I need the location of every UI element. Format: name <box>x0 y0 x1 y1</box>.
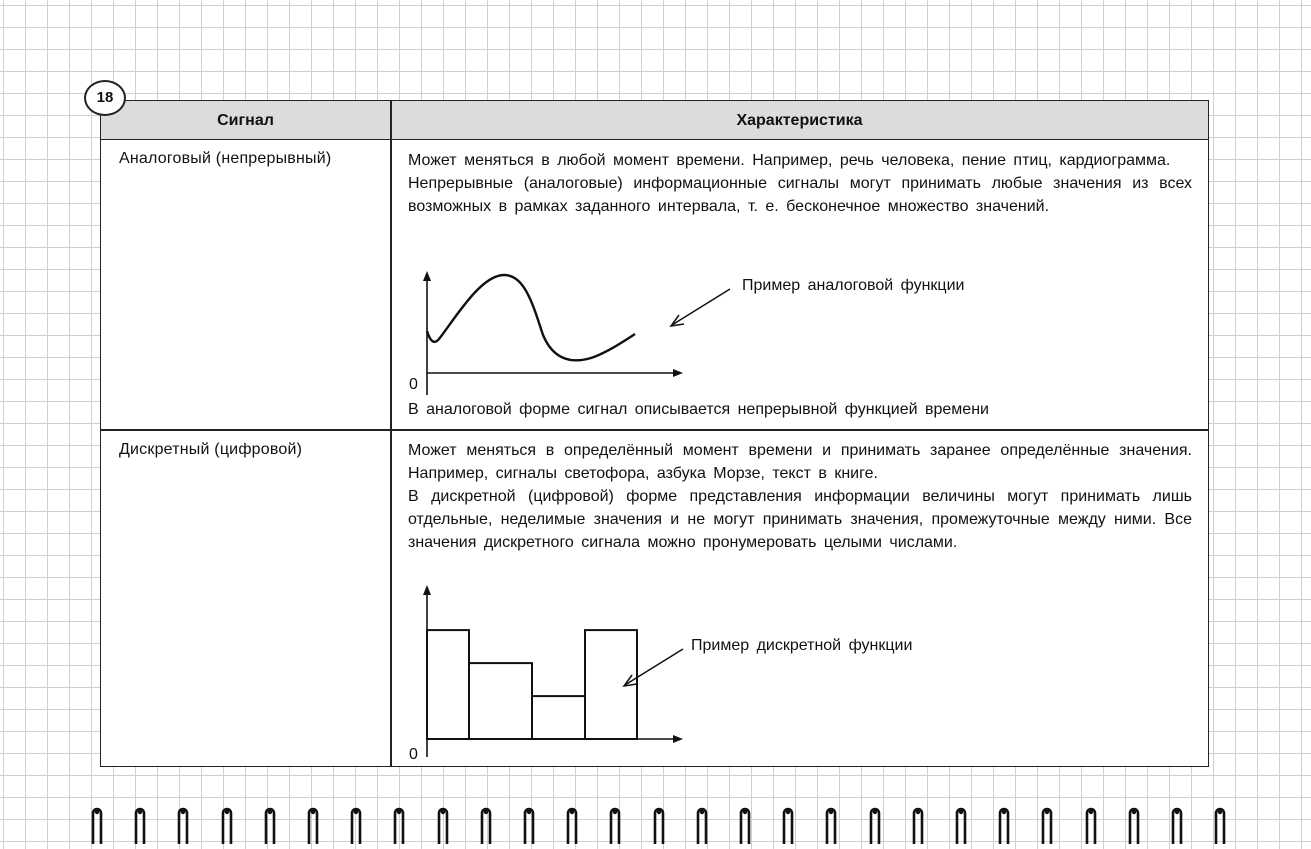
binding-ring <box>1127 803 1141 844</box>
binding-ring <box>954 803 968 844</box>
binding-ring <box>349 803 363 844</box>
binding-ring <box>911 803 925 844</box>
binding-ring <box>652 803 666 844</box>
discrete-axis-zero: 0 <box>409 746 418 763</box>
discrete-paragraph-2: В дискретной (цифровой) форме представления информации величины могут принимать лишь отдельные, неделимые значения и не могут принимать значения, промежуточные между ними. Все значения дискретного сигнала можно пронумеровать целыми числами. <box>408 488 1192 551</box>
table-header <box>101 101 1208 140</box>
discrete-bar <box>469 663 532 739</box>
binding-ring <box>1084 803 1098 844</box>
binding-ring <box>997 803 1011 844</box>
binding-ring <box>306 803 320 844</box>
analog-footer-text: В аналоговой форме сигнал описывается непрерывной функцией времени <box>408 401 989 418</box>
analog-example-label: Пример аналоговой функции <box>742 277 965 294</box>
signal-name-discrete: Дискретный (цифровой) <box>119 441 303 458</box>
column-divider <box>390 101 392 766</box>
analog-axis-zero: 0 <box>409 376 418 393</box>
analog-paragraph-2: Непрерывные (аналоговые) информационные сигналы могут принимать любые значения из всех возможных в рамках заданного интервала, т. е. бесконечное множество значений. <box>408 175 1192 215</box>
binding-ring <box>1213 803 1227 844</box>
row-divider <box>101 429 1208 431</box>
binding-ring <box>479 803 493 844</box>
analog-x-arrow <box>673 369 683 377</box>
header-signal: Сигнал <box>217 112 274 129</box>
analog-y-arrow <box>423 271 431 281</box>
binding-ring <box>1040 803 1054 844</box>
analog-paragraph-1: Может меняться в любой момент времени. Например, речь человека, пение птиц, кардиограмма. <box>408 152 1171 169</box>
analog-curve <box>427 275 635 360</box>
binding-ring <box>868 803 882 844</box>
binding-ring <box>176 803 190 844</box>
binding-ring <box>781 803 795 844</box>
discrete-example-label: Пример дискретной функции <box>691 637 913 654</box>
signal-table <box>100 100 1209 767</box>
binding-ring <box>608 803 622 844</box>
discrete-description <box>408 439 1192 554</box>
binding-ring <box>263 803 277 844</box>
binding-ring <box>824 803 838 844</box>
discrete-x-arrow <box>673 735 683 743</box>
binding-ring <box>90 803 104 844</box>
binding-ring <box>1170 803 1184 844</box>
binding-ring <box>695 803 709 844</box>
header-characteristic: Характеристика <box>736 112 863 129</box>
binding-ring <box>522 803 536 844</box>
discrete-bar <box>532 696 585 739</box>
analog-description <box>408 149 1192 218</box>
discrete-paragraph-1: Может меняться в определённый момент времени и принимать заранее определённые значения. Например, сигналы светофора, азбука Морзе, текст в книге. <box>408 442 1192 482</box>
binding-ring <box>220 803 234 844</box>
analog-pointer-arrow <box>666 287 732 329</box>
discrete-y-arrow <box>423 585 431 595</box>
analog-function-graph <box>401 269 701 399</box>
discrete-bar <box>427 630 469 739</box>
binding-ring <box>738 803 752 844</box>
binding-ring <box>392 803 406 844</box>
discrete-pointer-arrow <box>619 647 685 689</box>
signal-name-analog: Аналоговый (непрерывный) <box>119 150 332 167</box>
binding-ring <box>436 803 450 844</box>
page-number-badge: 18 <box>84 80 126 116</box>
binding-ring <box>565 803 579 844</box>
binding-ring <box>133 803 147 844</box>
